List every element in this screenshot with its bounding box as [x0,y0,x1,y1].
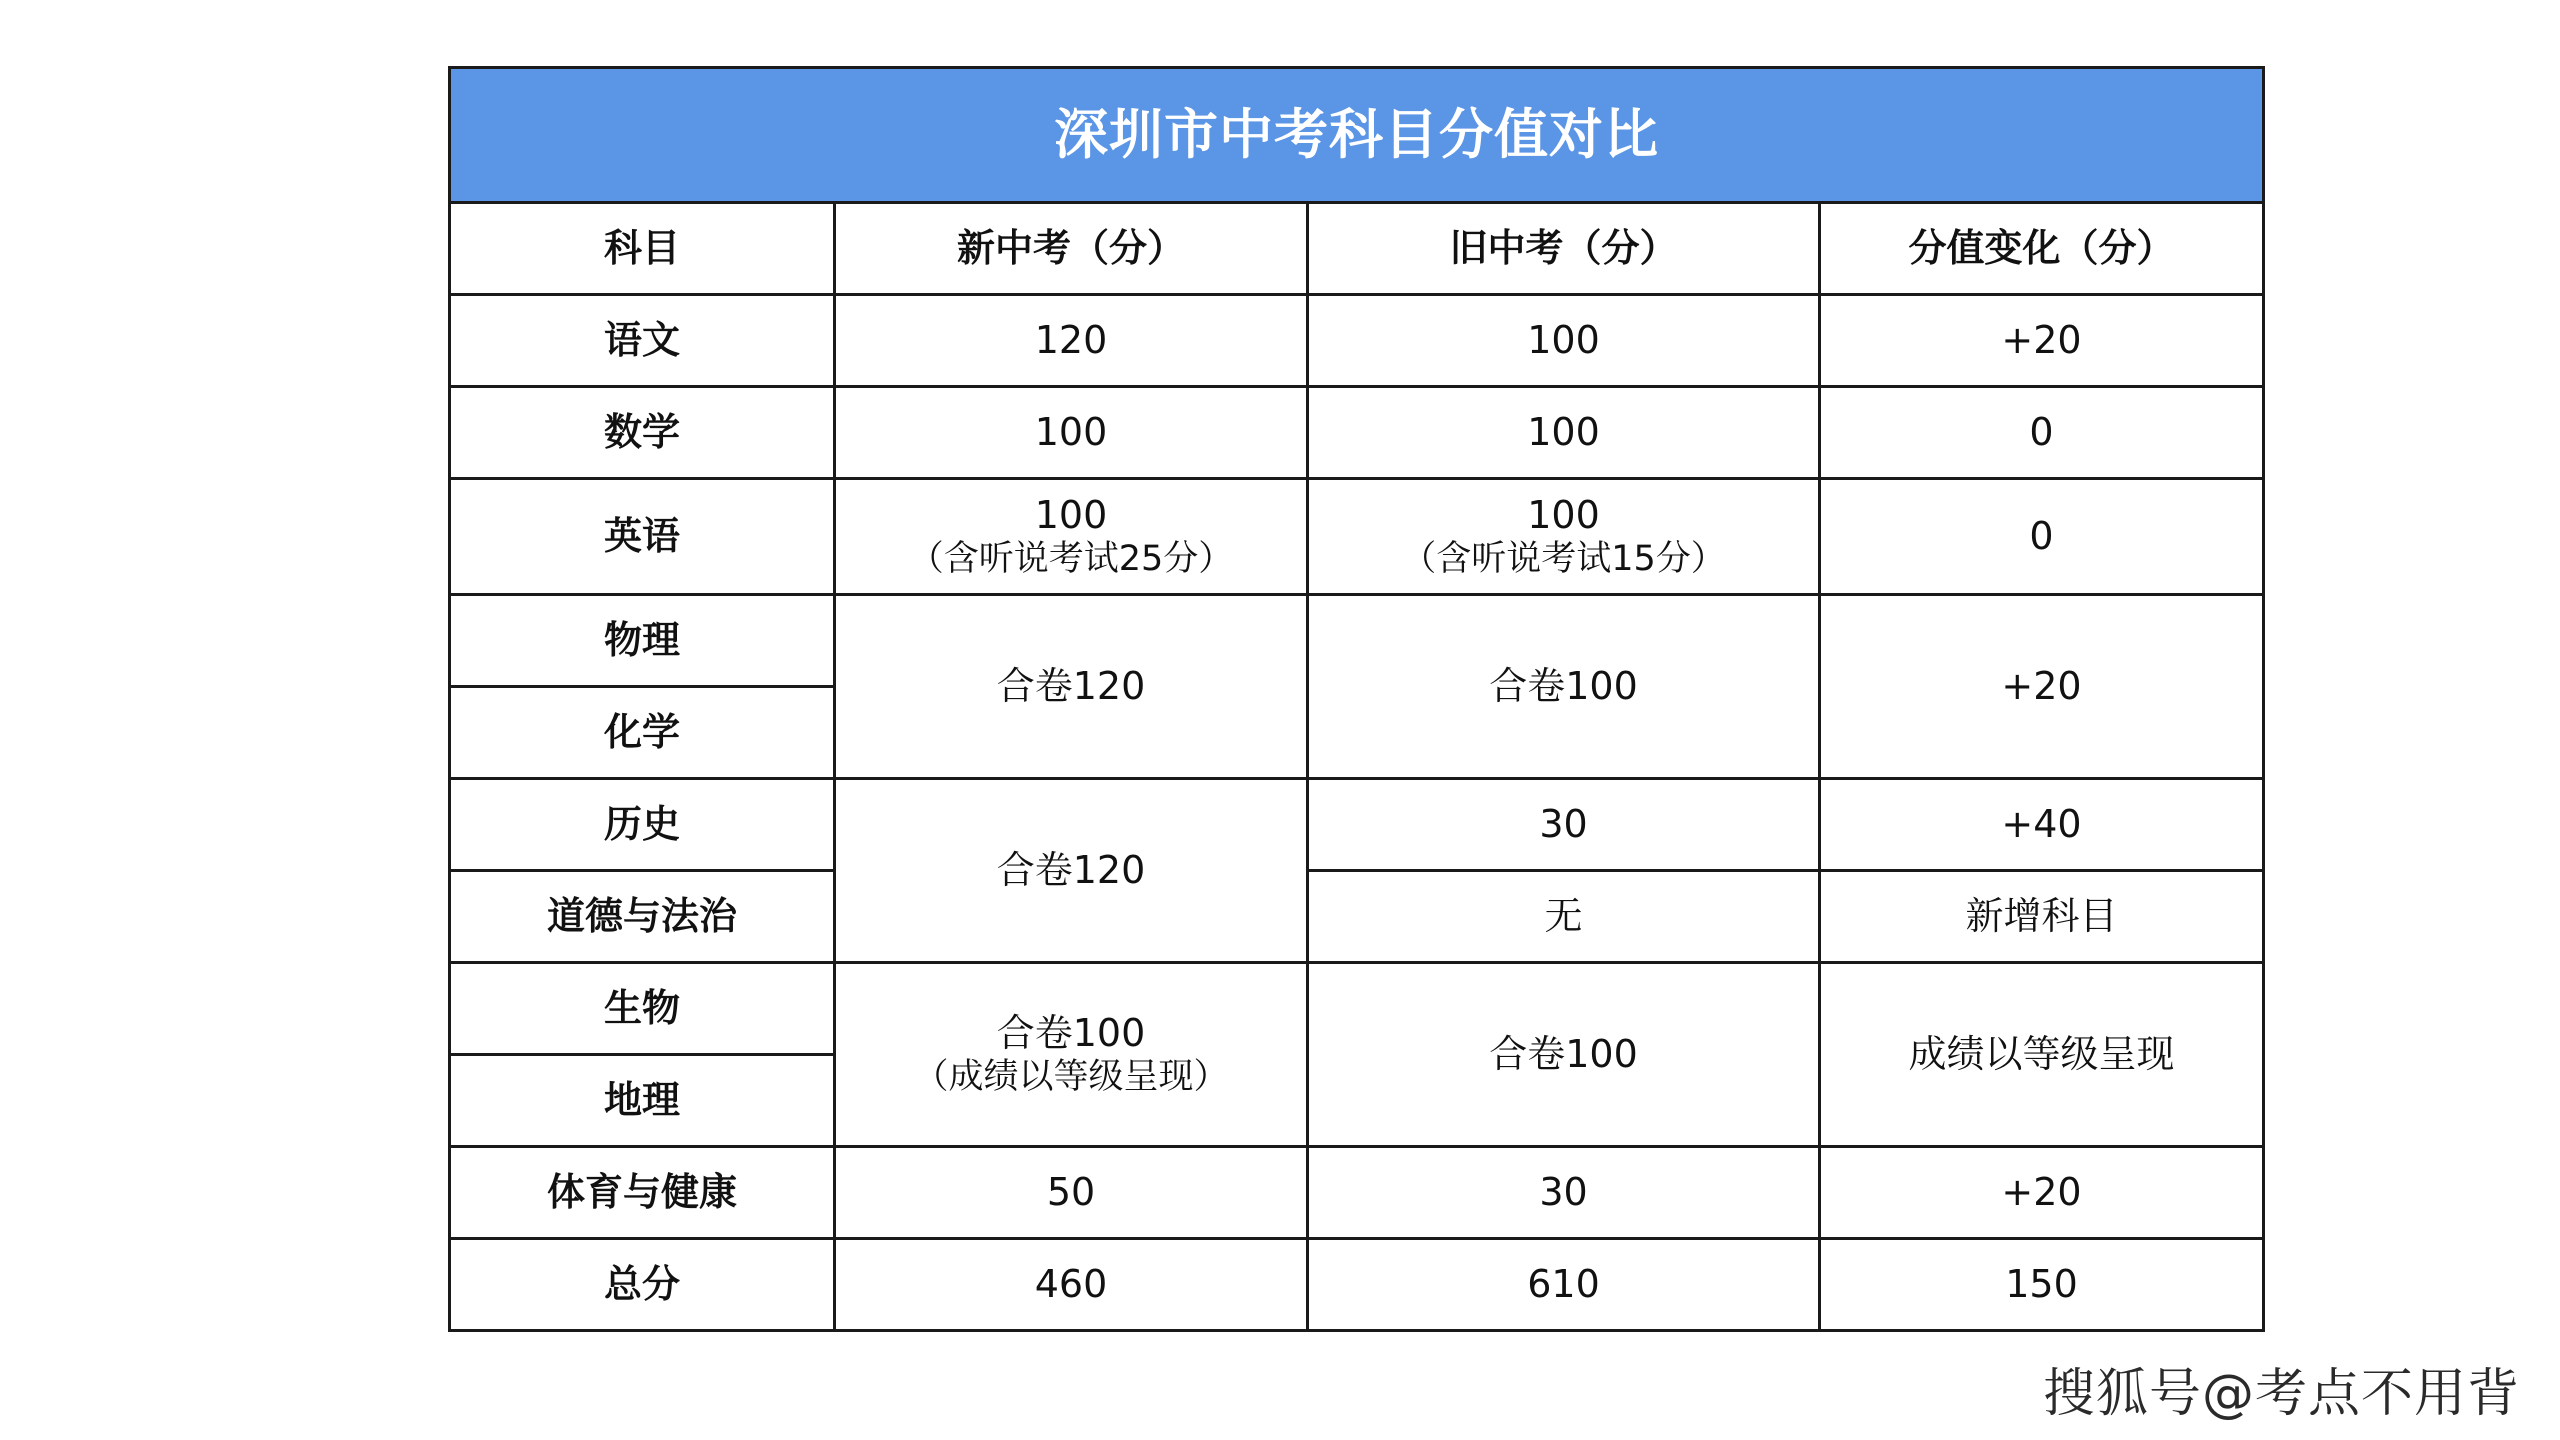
subject-cell: 物理 [450,595,835,687]
old-score-cell: 合卷100 [1308,963,1820,1147]
subject-cell: 语文 [450,295,835,387]
table-row [450,779,2264,871]
table-row [450,295,2264,387]
change-cell: +20 [1820,1147,2264,1239]
new-score-cell: 100 [835,387,1308,479]
new-score-cell [835,479,1308,595]
new-score-cell: 120 [835,295,1308,387]
header-subject: 科目 [450,203,835,295]
change-cell: 0 [1820,387,2264,479]
old-score-cell: 30 [1308,1147,1820,1239]
new-score-value: 100 [1034,492,1108,537]
subject-cell: 道德与法治 [450,871,835,963]
table-row [450,963,2264,1055]
change-cell: 150 [1820,1239,2264,1331]
change-cell: +20 [1820,595,2264,779]
new-score-note: （成绩以等级呈现） [913,1057,1229,1098]
old-score-cell: 100 [1308,387,1820,479]
new-score-cell: 合卷120 [835,595,1308,779]
new-score-note: （含听说考试25分） [908,539,1234,580]
change-cell: 成绩以等级呈现 [1820,963,2264,1147]
header-old-exam: 旧中考（分） [1308,203,1820,295]
subject-cell: 历史 [450,779,835,871]
new-score-cell: 460 [835,1239,1308,1331]
new-score-cell: 50 [835,1147,1308,1239]
new-score-cell [835,963,1308,1147]
change-cell: 新增科目 [1820,871,2264,963]
table-row [450,1239,2264,1331]
new-score-cell: 合卷120 [835,779,1308,963]
subject-cell: 英语 [450,479,835,595]
change-cell: 0 [1820,479,2264,595]
subject-cell: 体育与健康 [450,1147,835,1239]
subject-cell: 化学 [450,687,835,779]
old-score-cell [1308,479,1820,595]
watermark: 搜狐号@考点不用背 [2042,1364,2520,1424]
new-score-value: 合卷100 [996,1010,1146,1055]
old-score-cell: 30 [1308,779,1820,871]
table-title: 深圳市中考科目分值对比 [450,68,2264,203]
subject-cell: 地理 [450,1055,835,1147]
header-row [450,203,2264,295]
change-cell: +20 [1820,295,2264,387]
old-score-cell: 合卷100 [1308,595,1820,779]
old-score-cell: 无 [1308,871,1820,963]
table-row [450,387,2264,479]
table-row [450,1147,2264,1239]
table-row [450,479,2264,595]
old-score-cell: 100 [1308,295,1820,387]
subject-cell: 生物 [450,963,835,1055]
old-score-note: （含听说考试15分） [1401,539,1726,580]
change-cell: +40 [1820,779,2264,871]
table-row [450,871,2264,963]
subject-cell: 数学 [450,387,835,479]
old-score-cell: 610 [1308,1239,1820,1331]
header-new-exam: 新中考（分） [835,203,1308,295]
subject-cell: 总分 [450,1239,835,1331]
table-row [450,595,2264,687]
score-comparison-table [448,66,2265,1332]
old-score-value: 100 [1527,492,1600,537]
header-change: 分值变化（分） [1820,203,2264,295]
